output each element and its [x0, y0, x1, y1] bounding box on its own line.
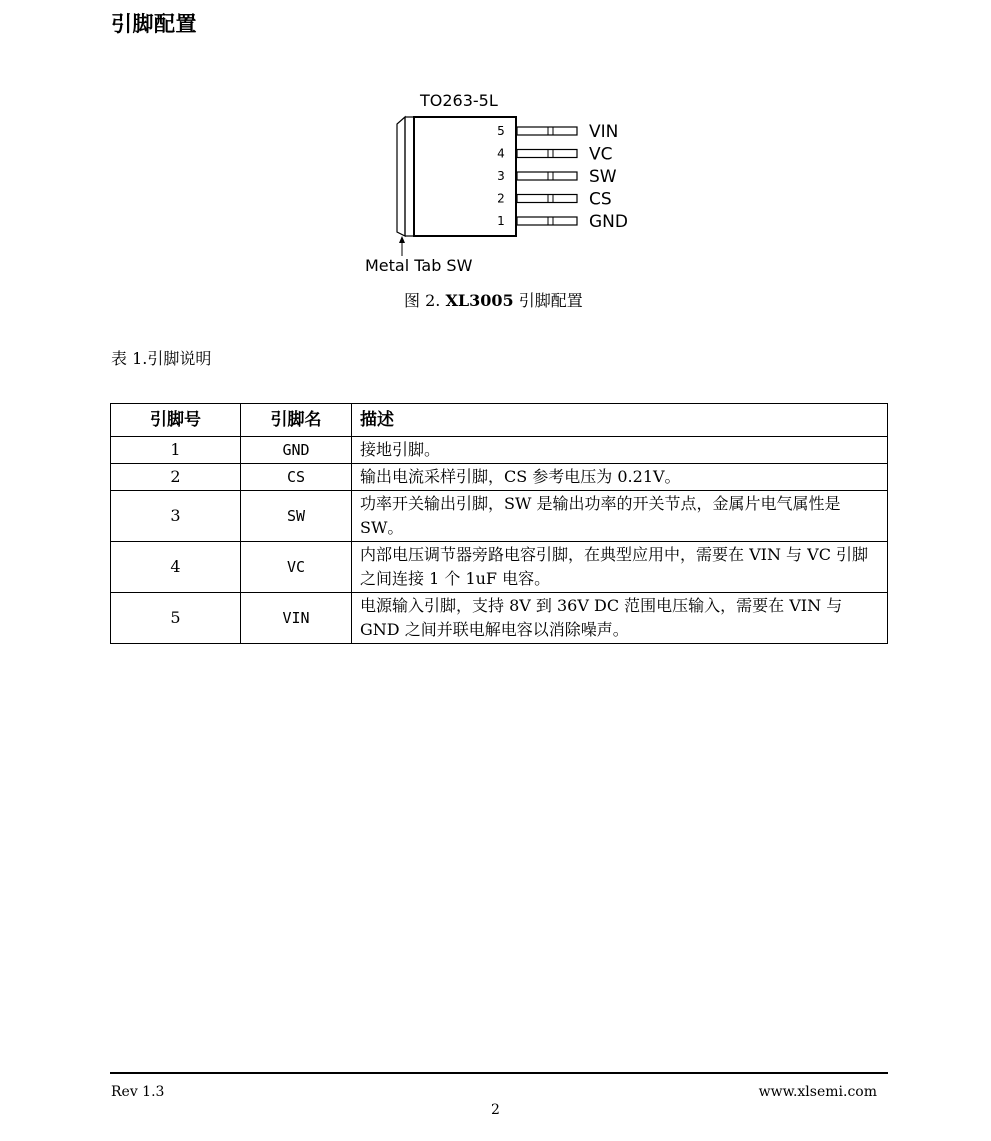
table-row	[111, 437, 888, 464]
pin-name-label: CS	[589, 189, 612, 210]
pin-2	[497, 190, 611, 210]
pin-configuration-diagram	[0, 0, 991, 290]
tab-label: Metal Tab SW	[365, 256, 473, 275]
pin-4	[497, 145, 612, 165]
pin-description-table	[110, 403, 888, 644]
table-row	[111, 464, 888, 491]
pin-name-cell: CS	[241, 464, 352, 491]
pin-name-label: VC	[589, 144, 613, 165]
pin-description-cell: 功率开关输出引脚，SW 是输出功率的开关节点，金属片电气属性是 SW。	[352, 491, 888, 542]
pin-number-cell: 5	[111, 593, 241, 644]
pin-name-cell: VC	[241, 542, 352, 593]
header-pin-number: 引脚号	[111, 404, 241, 437]
pin-description-cell: 接地引脚。	[352, 437, 888, 464]
pin-name-label: GND	[589, 212, 628, 232]
arrow-up-icon	[399, 236, 405, 243]
metal-tab	[397, 117, 405, 236]
pin-description-cell: 电源输入引脚，支持 8V 到 36V DC 范围电压输入，需要在 VIN 与 GND 之间并联电解电容以消除噪声。	[352, 593, 888, 644]
pin-number-cell: 2	[111, 464, 241, 491]
caption-suffix: 引脚配置	[513, 291, 583, 310]
pin-name-cell: SW	[241, 491, 352, 542]
revision-label: Rev 1.3	[111, 1084, 165, 1100]
table-header-row	[111, 404, 888, 437]
pin-description-cell: 内部电压调节器旁路电容引脚，在典型应用中，需要在 VIN 与 VC 引脚之间连接 1 个 1uF 电容。	[352, 542, 888, 593]
pin-name-label: SW	[589, 167, 617, 187]
pin-number-cell: 4	[111, 542, 241, 593]
package-name: TO263-5L	[420, 91, 498, 110]
website-label: www.xlsemi.com	[758, 1084, 877, 1100]
figure-caption	[404, 288, 583, 311]
pin-name-label: VIN	[589, 122, 619, 142]
pin-number-label: 2	[497, 191, 505, 206]
table-row	[111, 491, 888, 542]
pin-name-cell: GND	[241, 437, 352, 464]
section-title: 引脚配置	[111, 12, 197, 36]
pin-number-label: 4	[497, 146, 505, 161]
caption-part: XL3005	[445, 291, 514, 310]
pin-lead	[517, 127, 577, 135]
pin-lead	[517, 195, 577, 203]
pin-number-cell: 3	[111, 491, 241, 542]
pin-number-label: 1	[497, 214, 505, 228]
pin-number-cell: 1	[111, 437, 241, 464]
pin-name-cell: VIN	[241, 593, 352, 644]
pin-lead	[517, 150, 577, 158]
table-caption: 表 1.引脚说明	[111, 349, 212, 368]
footer-divider	[110, 1072, 888, 1074]
pin-description-cell: 输出电流采样引脚，CS 参考电压为 0.21V。	[352, 464, 888, 491]
pin-number-label: 5	[497, 124, 505, 138]
table-row	[111, 593, 888, 644]
pin-number-label: 3	[497, 169, 505, 183]
table-row	[111, 542, 888, 593]
caption-prefix: 图 2.	[404, 291, 446, 310]
page-number: 2	[491, 1102, 500, 1118]
pin-lead	[517, 172, 577, 180]
header-pin-name: 引脚名	[241, 404, 352, 437]
pin-lead	[517, 217, 577, 225]
header-description: 描述	[352, 404, 888, 437]
